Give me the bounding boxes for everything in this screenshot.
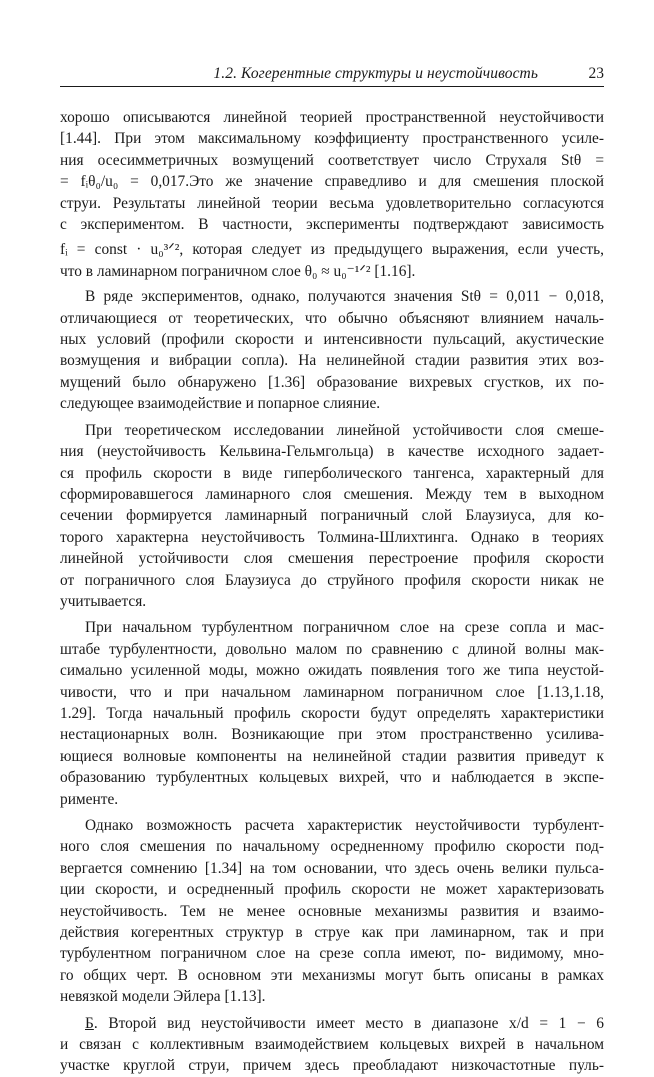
section-title: 1.2. Когерентные структуры и неустойчивость [213, 65, 538, 82]
text-line: действия когерентных структур в струе как при ламинарном, так и при [60, 924, 604, 942]
text-line: [1.44]. При этом максимальному коэффициенту пространственного усиле- [60, 130, 604, 148]
paragraph [60, 1013, 604, 1077]
text-line: В ряде экспериментов, однако, получаются значения Stθ = 0,011 − 0,018, [85, 288, 604, 306]
paragraph [60, 107, 604, 282]
text-line: ции скорости, и осредненный профиль скорости не может характеризовать [60, 881, 604, 899]
text-line: неустойчивость. Тем не менее основные механизмы развития и взаимо- [60, 902, 604, 920]
text-line: ся профиль скорости в виде гиперболического тангенса, характерный для [60, 464, 604, 482]
text-line: ния (неустойчивость Кельвина-Гельмгольца) в качестве исходного задает- [60, 443, 604, 461]
section-label: Б [85, 1014, 94, 1032]
text-fragment: . Второй вид неустойчивости имеет место в диапазоне x/d = 1 − 6 [93, 1014, 604, 1032]
text-line: симально усиленной моды, можно ожидать появления того же типа неустой- [60, 662, 604, 680]
text-line: вергается сомнению [1.34] на том основании, что здесь очень велики пульса- [60, 859, 604, 877]
text-line: невязкой модели Эйлера [1.13]. [60, 988, 266, 1006]
text-line: хорошо описываются линейной теорией пространственной неустойчивости [60, 109, 604, 126]
text-line: торого характерна неустойчивость Толмина-Шлихтинга. Однако в теориях [60, 528, 604, 546]
text-line: fᵢ = const · u₀³ᐟ², которая следует из предыдущего выражения, если учесть, [60, 241, 604, 259]
text-line: го общих черт. В основном эти механизмы могут быть описаны в рамках [60, 966, 604, 984]
text-line: 1.29]. Тогда начальный профиль скорости будут определять характеристики [60, 704, 604, 722]
running-head [60, 64, 604, 87]
page-number: 23 [588, 65, 604, 82]
text-line: струи. Результаты линейной теории весьма удовлетворительно согласуются [60, 194, 604, 212]
paragraph [60, 617, 604, 810]
text-line: участке круглой струи, причем здесь преобладают низкочастотные пуль- [60, 1057, 604, 1075]
text-line: сечении формируется ламинарный пограничный слой Блаузиуса, для ко- [60, 507, 604, 525]
text-line: При теоретическом исследовании линейной устойчивости слоя смеше- [85, 421, 604, 439]
paragraph [60, 815, 604, 1008]
text-line: что в ламинарном пограничном слое θ₀ ≈ u₀⁻¹ᐟ² [1.16]. [60, 262, 416, 280]
text-line: штабе турбулентности, довольно малом по сравнению с длиной волны мак- [60, 640, 604, 658]
text-line: ных условий (профили скорости и интенсивности пульсаций, акустические [60, 331, 604, 349]
body-text [60, 107, 604, 1077]
text-line: отличающиеся от теоретических, что обычно объясняют влиянием началь- [60, 309, 604, 327]
text-line: = fᵢθ₀/u₀ = 0,017.Это же значение справедливо и для смешения плоской [60, 173, 604, 191]
text-line: мущений было обнаружено [1.36] образование вихревых сгустков, их по- [60, 373, 604, 391]
text-line: сформировавшегося ламинарного слоя смешения. Между тем в выходном [60, 485, 604, 503]
text-line: линейной устойчивости слоя смешения перестроение профиля скорости [60, 550, 604, 568]
text-line: При начальном турбулентном пограничном слое на срезе сопла и мас- [85, 619, 604, 637]
text-line: ного слоя смешения по начальному осредненному профилю скорости под- [60, 838, 604, 856]
text-line: Однако возможность расчета характеристик неустойчивости турбулент- [85, 817, 604, 834]
text-line: и связан с коллективным взаимодействием кольцевых вихрей в начальном [60, 1036, 604, 1054]
text-line: ющиеся волновые компоненты на нелинейной стадии развития приведут к [60, 747, 604, 765]
text-line: нестационарных волн. Возникающие при этом пространственно усилива- [60, 726, 604, 744]
paragraph [60, 420, 604, 613]
text-line: возмущения и вибрации сопла). На нелинейной стадии развития этих воз- [60, 352, 604, 370]
text-line: турбулентном пограничном слое на срезе сопла имеют, по- видимому, мно- [60, 945, 604, 963]
text-line: чивости, что и при начальном ламинарном пограничном слое [1.13,1.18, [60, 683, 604, 701]
paragraph [60, 286, 604, 414]
text-line: образованию турбулентных кольцевых вихрей, что и наблюдается в экспе- [60, 769, 604, 787]
text-line: рименте. [60, 790, 119, 808]
text-line: от пограничного слоя Блаузиуса до струйного профиля скорости никак не [60, 571, 604, 589]
text-line: следующее взаимодействие и попарное слияние. [60, 395, 381, 413]
text-line: учитывается. [60, 592, 147, 610]
text-line [60, 1013, 604, 1034]
text-line: ния осесимметричных возмущений соответствует число Струхаля Stθ = [60, 151, 604, 169]
text-line: с экспериментом. В частности, эксперименты подтверждают зависимость [60, 216, 604, 234]
